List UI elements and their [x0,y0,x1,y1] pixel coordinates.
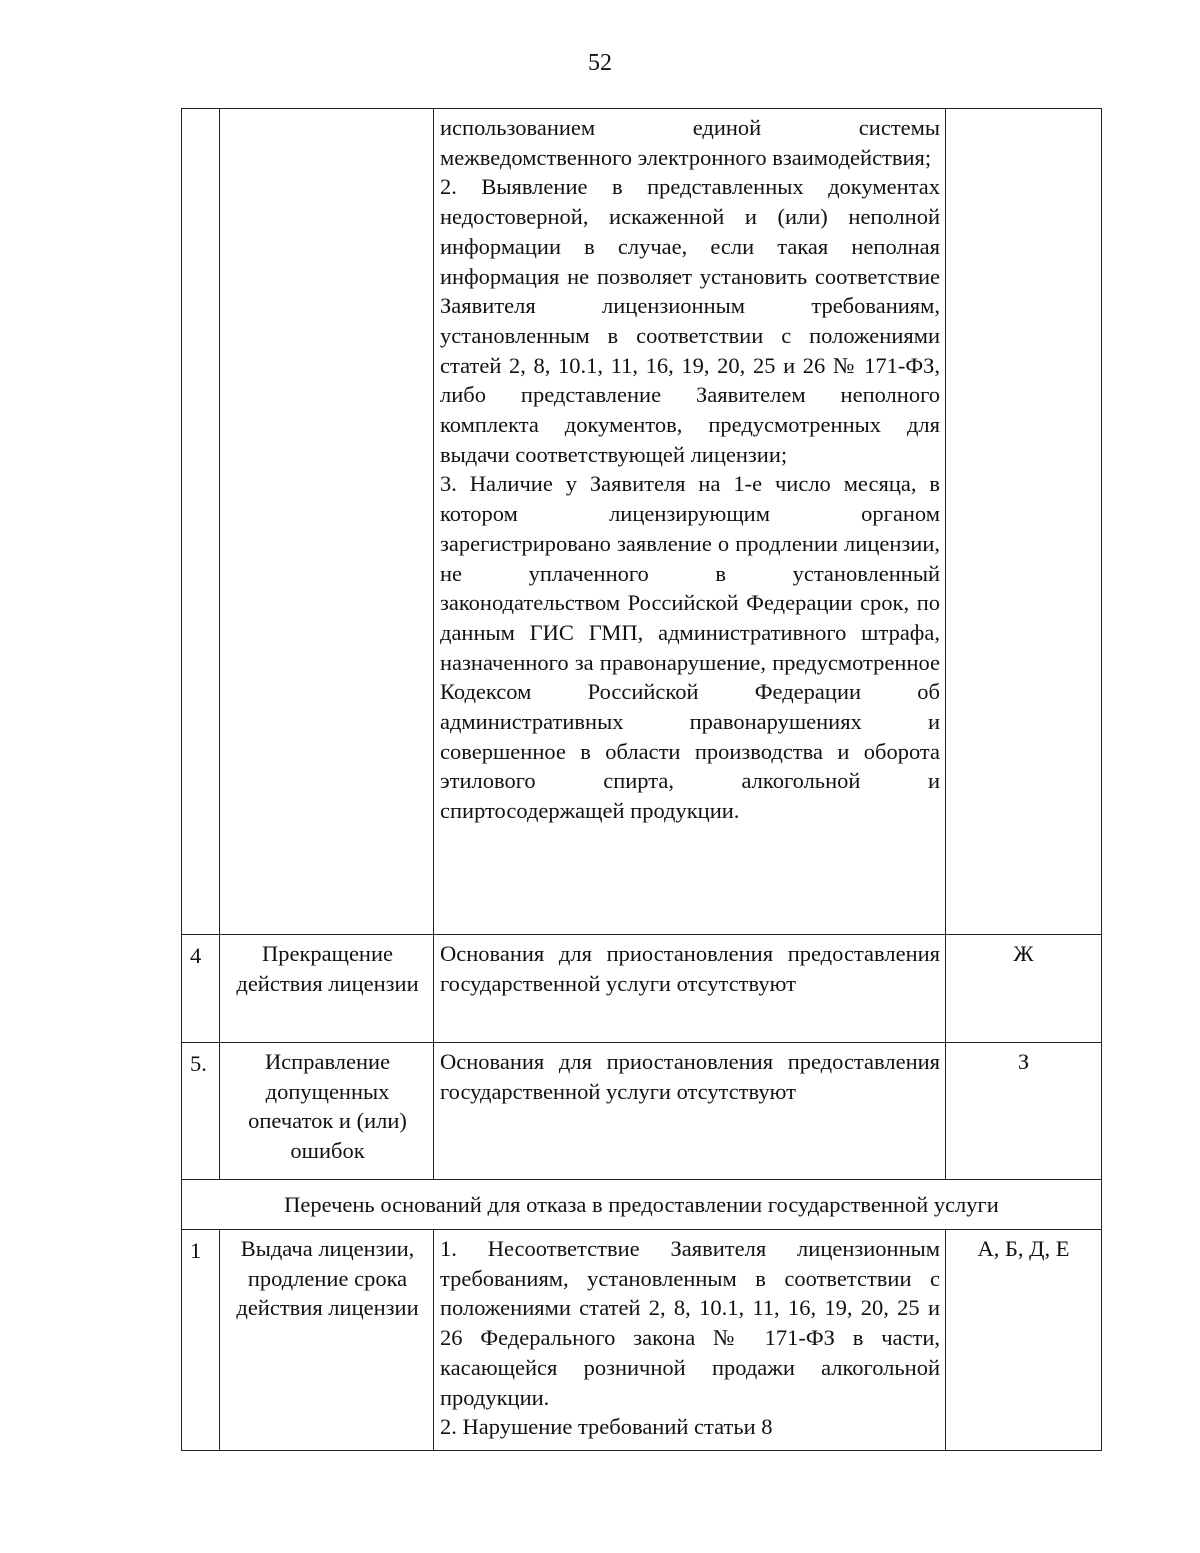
procedure-name: Исправление допущенных опечаток и (или) ошибок [220,1043,434,1180]
section-header: Перечень оснований для отказа в предоставлении государственной услуги [182,1180,1102,1230]
table-row [182,935,1102,1043]
applicant-code: Ж [946,935,1102,1043]
grounds-description [434,935,946,1043]
row-number: 1 [182,1230,220,1451]
table-row [182,109,1102,935]
description-paragraph: 1. Несоответствие Заявителя лицензионным требованиям, установленным в соответствии с положениями статей 2, 8, 10.1, 11, 16, 19, 20, 25 и 26 Федерального закона № 171-ФЗ в части, касающейся розничной продажи алкогольной продукции. [440,1236,940,1410]
row-number: 4 [182,935,220,1043]
grounds-description [434,1043,946,1180]
applicant-code [946,109,1102,935]
row-number [182,109,220,935]
applicant-code: А, Б, Д, Е [946,1230,1102,1451]
grounds-table [181,108,1102,1451]
page-number: 52 [588,50,612,76]
table-row [182,1043,1102,1180]
description-paragraph: 3. Наличие у Заявителя на 1-е число месяца, в котором лицензирующим органом зарегистрировано заявление о продлении лицензии, не уплаченного в установленный законодательством Российской Федерации срок, по данным ГИС ГМП, административного штрафа, назначенного за правонарушение, предусмотренное Кодексом Российской Федерации об административных правонарушениях и совершенное в области производства и оборота этилового спирта, алкогольной и спиртосодержащей продукции. [440,471,940,824]
row-number: 5. [182,1043,220,1180]
grounds-description [434,1230,946,1451]
applicant-code: З [946,1043,1102,1180]
description-paragraph: Основания для приостановления предоставления государственной услуги отсутствуют [440,941,940,996]
description-paragraph: 2. Выявление в представленных документах недостоверной, искаженной и (или) неполной информации в случае, если такая неполная информация не позволяет установить соответствие Заявителя лицензионным требованиям, установленным в соответствии с положениями статей 2, 8, 10.1, 11, 16, 19, 20, 25 и 26 № 171-ФЗ, либо представление Заявителем неполного комплекта документов, предусмотренных для выдачи соответствующей лицензии; [440,174,940,467]
description-paragraph: Основания для приостановления предоставления государственной услуги отсутствуют [440,1049,940,1104]
description-paragraph: 2. Нарушение требований статьи 8 [440,1414,773,1440]
table-row [182,1230,1102,1451]
description-paragraph: использованием единой системы межведомственного электронного взаимодействия; [440,115,940,170]
procedure-name: Выдача лицензии, продление срока действия лицензии [220,1230,434,1451]
grounds-description [434,109,946,935]
section-header-row [182,1180,1102,1230]
procedure-name: Прекращение действия лицензии [220,935,434,1043]
procedure-name [220,109,434,935]
